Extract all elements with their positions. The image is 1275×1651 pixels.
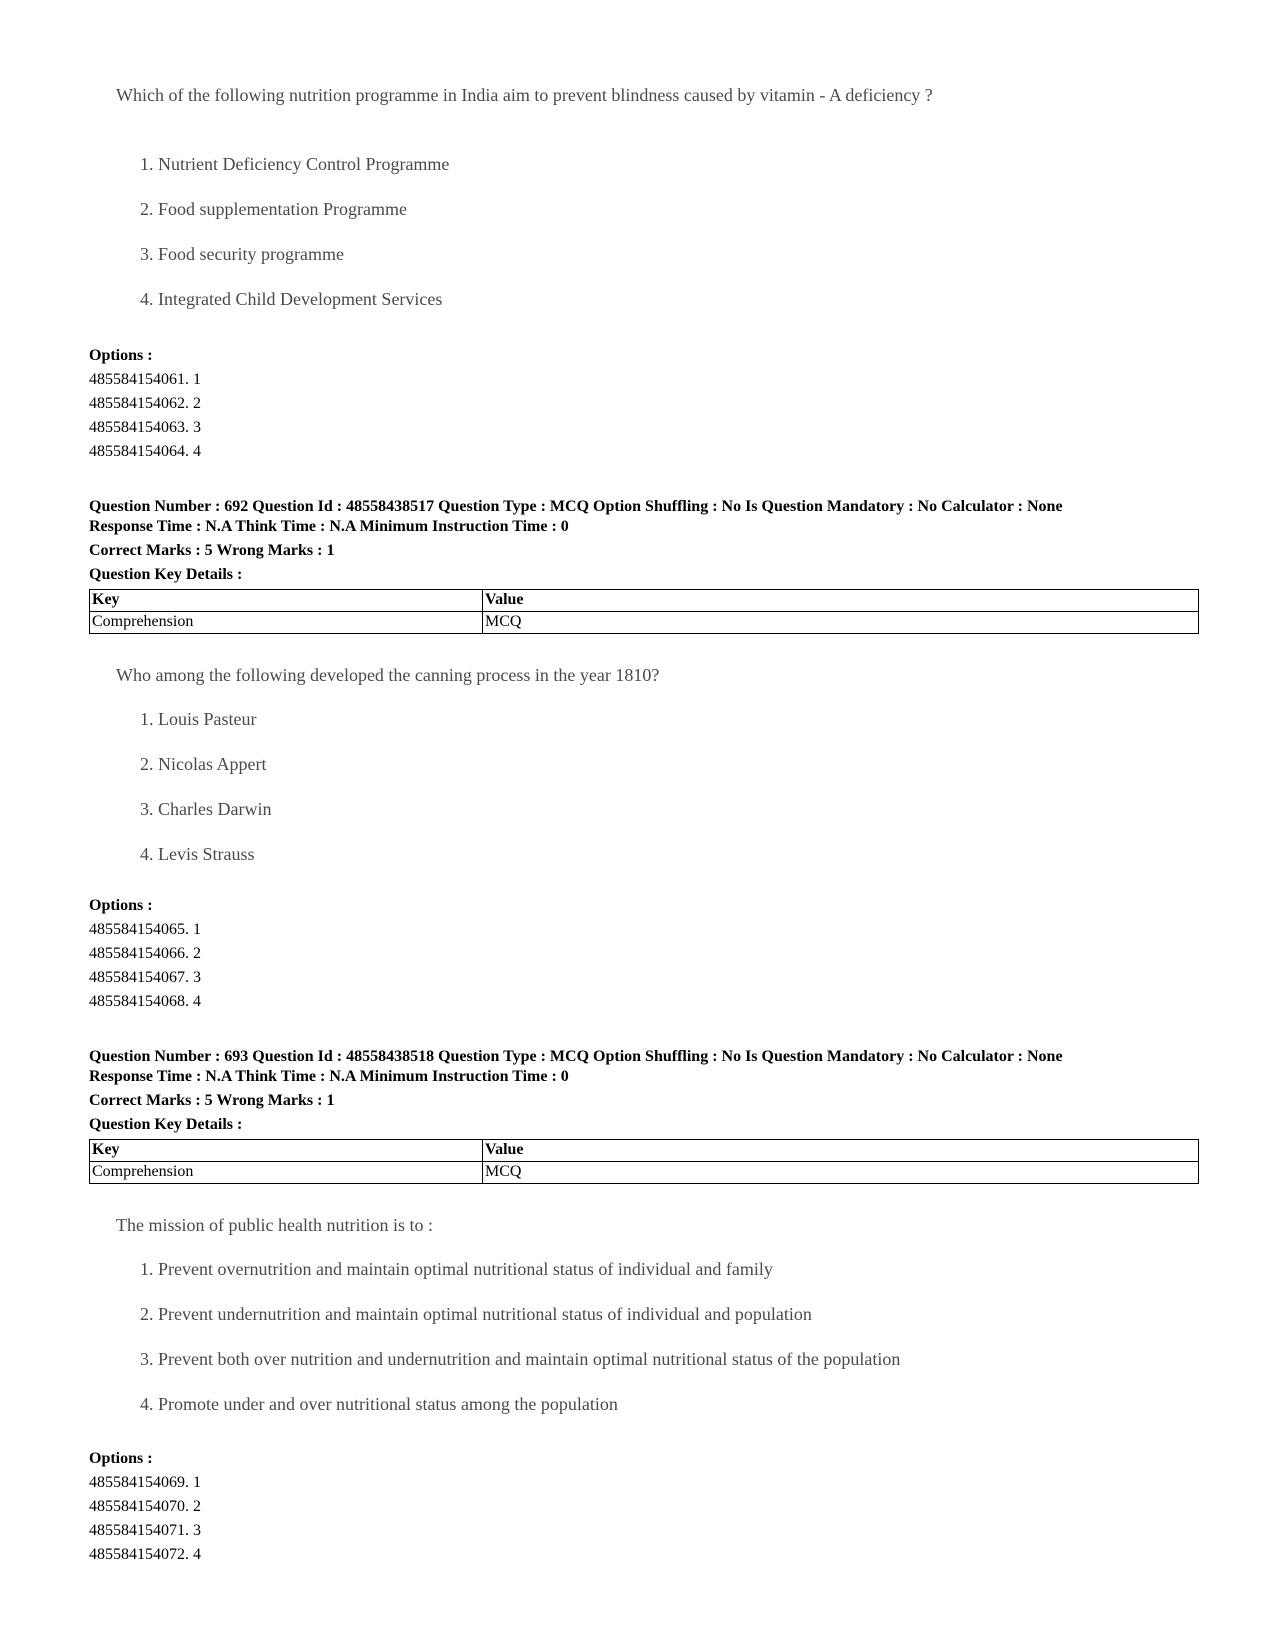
key-details-table <box>89 1139 1199 1184</box>
option-line: 485584154063. 3 <box>89 419 201 436</box>
question-image-1 <box>116 84 946 309</box>
choice-3: 3. Food security programme <box>140 244 344 264</box>
option-line: 485584154070. 2 <box>89 1498 201 1515</box>
table-header-value: Value <box>483 590 1199 612</box>
choice-1: 1. Nutrient Deficiency Control Programme <box>140 154 450 174</box>
table-row <box>90 612 1199 634</box>
question-text: The mission of public health nutrition is to : <box>116 1215 433 1235</box>
table-header-key: Key <box>90 590 483 612</box>
choice-2: 2. Nicolas Appert <box>140 754 267 774</box>
table-header-value: Value <box>483 1140 1199 1162</box>
option-line: 485584154069. 1 <box>89 1474 201 1491</box>
key-details-table <box>89 589 1199 634</box>
question-text: Which of the following nutrition programme in India aim to prevent blindness caused by vitamin - A deficiency ? <box>116 85 933 105</box>
option-line: 485584154064. 4 <box>89 443 201 460</box>
key-details-label: Question Key Details : <box>89 566 243 583</box>
table-header-row <box>90 1140 1199 1162</box>
key-details-label: Question Key Details : <box>89 1116 243 1133</box>
question-text: Who among the following developed the canning process in the year 1810? <box>116 665 660 685</box>
option-line: 485584154061. 1 <box>89 371 201 388</box>
question-image-3 <box>116 1214 1116 1414</box>
table-row <box>90 1162 1199 1184</box>
options-label: Options : <box>89 347 153 364</box>
options-label: Options : <box>89 897 153 914</box>
option-line: 485584154068. 4 <box>89 993 201 1010</box>
option-line: 485584154072. 4 <box>89 1546 201 1563</box>
question-meta-line1: Question Number : 692 Question Id : 48558438517 Question Type : MCQ Option Shuffling : No Is Question Mandatory : No Calculator : None <box>89 498 1063 515</box>
option-line: 485584154071. 3 <box>89 1522 201 1539</box>
question-meta-line1: Question Number : 693 Question Id : 48558438518 Question Type : MCQ Option Shuffling : No Is Question Mandatory : No Calculator : None <box>89 1048 1063 1065</box>
option-line: 485584154066. 2 <box>89 945 201 962</box>
choice-1: 1. Prevent overnutrition and maintain optimal nutritional status of individual and family <box>140 1259 773 1279</box>
table-header-key: Key <box>90 1140 483 1162</box>
table-header-row <box>90 590 1199 612</box>
question-image-2 <box>116 664 946 864</box>
table-cell-value: MCQ <box>483 612 1199 634</box>
option-line: 485584154062. 2 <box>89 395 201 412</box>
option-line: 485584154067. 3 <box>89 969 201 986</box>
marks-line: Correct Marks : 5 Wrong Marks : 1 <box>89 1092 335 1109</box>
choice-4: 4. Levis Strauss <box>140 844 255 864</box>
option-line: 485584154065. 1 <box>89 921 201 938</box>
choice-2: 2. Prevent undernutrition and maintain optimal nutritional status of individual and population <box>140 1304 812 1324</box>
choice-3: 3. Charles Darwin <box>140 799 272 819</box>
choice-3: 3. Prevent both over nutrition and undernutrition and maintain optimal nutritional status of the population <box>140 1349 901 1369</box>
choice-4: 4. Promote under and over nutritional status among the population <box>140 1394 618 1414</box>
choice-1: 1. Louis Pasteur <box>140 709 257 729</box>
marks-line: Correct Marks : 5 Wrong Marks : 1 <box>89 542 335 559</box>
choice-2: 2. Food supplementation Programme <box>140 199 407 219</box>
choice-4: 4. Integrated Child Development Services <box>140 289 443 309</box>
question-meta-line2: Response Time : N.A Think Time : N.A Minimum Instruction Time : 0 <box>89 1068 569 1085</box>
options-label: Options : <box>89 1450 153 1467</box>
question-meta-line2: Response Time : N.A Think Time : N.A Minimum Instruction Time : 0 <box>89 518 569 535</box>
table-cell-value: MCQ <box>483 1162 1199 1184</box>
table-cell-key: Comprehension <box>90 612 483 634</box>
table-cell-key: Comprehension <box>90 1162 483 1184</box>
